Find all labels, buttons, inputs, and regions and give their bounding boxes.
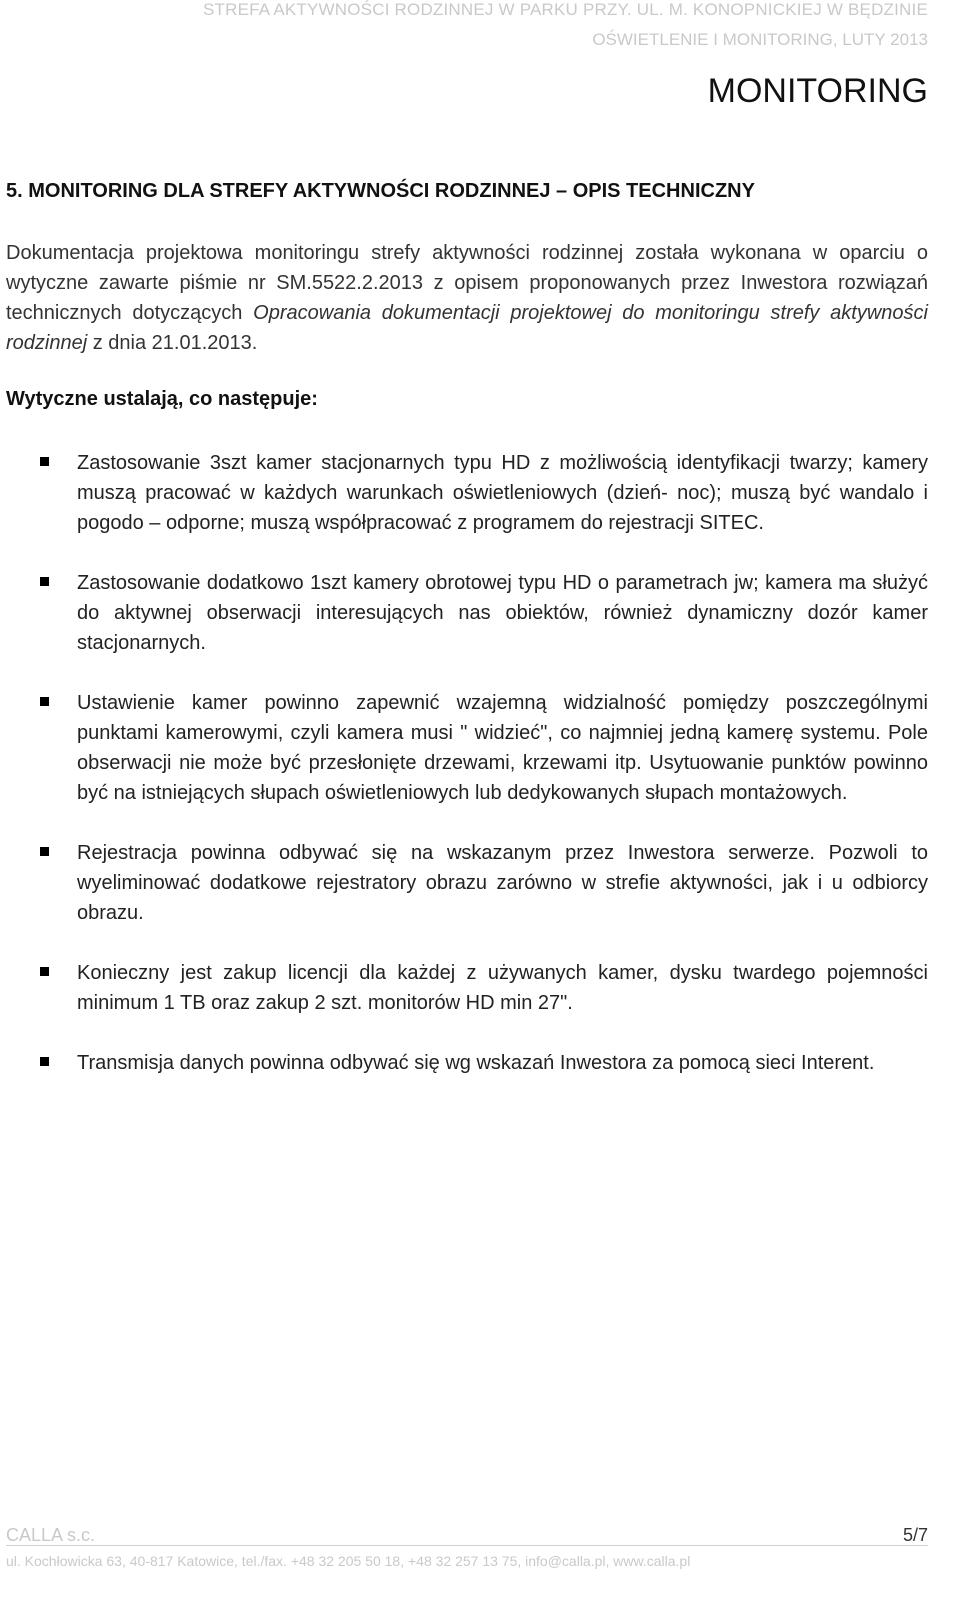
list-item-text: Ustawienie kamer powinno zapewnić wzajemną widzialność pomiędzy poszczególnymi punktami kamerowymi, czyli kamera musi " widzieć", co najmniej jedną kamerę systemu. Pole obserwacji nie może być przesłonięte drzewami, krzewami itp. Usytuowanie punktów powinno być na istniejących słupach oświetleniowych lub dedykowanych słupach montażowych. [77,692,928,804]
list-item [6,958,928,1018]
square-bullet-icon [40,967,49,976]
list-item-text: Rejestracja powinna odbywać się na wskazanym przez Inwestora serwerze. Pozwoli to wyeliminować dodatkowe rejestratory obrazu zarówno w strefie aktywności, jak i u odbiorcy obrazu. [77,842,928,924]
list-item [6,838,928,928]
square-bullet-icon [40,697,49,706]
page-title: MONITORING [707,72,928,110]
square-bullet-icon [40,457,49,466]
list-item-text: Transmisja danych powinna odbywać się wg wskazań Inwestora za pomocą sieci Interent. [77,1052,875,1074]
square-bullet-icon [40,847,49,856]
list-item [6,688,928,808]
guidelines-list [6,448,928,1108]
square-bullet-icon [40,577,49,586]
page-number: 5/7 [902,1525,928,1545]
list-item [6,568,928,658]
list-item-text: Zastosowanie 3szt kamer stacjonarnych typu HD z możliwością identyfikacji twarzy; kamery muszą pracować w każdych warunkach oświetleniowych (dzień- noc); muszą być wandalo i pogodo – odporne; muszą współpracować z programem do rejestracji SITEC. [77,452,928,534]
intro-text-end: z dnia 21.01.2013. [87,332,258,354]
list-item [6,1048,928,1078]
section-title: 5. MONITORING DLA STREFY AKTYWNOŚCI RODZINNEJ – OPIS TECHNICZNY [6,180,755,202]
intro-italic-title: Opracowania dokumentacji projektowej do monitoringu strefy aktywności rodzinnej [6,302,928,354]
list-item-text: Zastosowanie dodatkowo 1szt kamery obrotowej typu HD o parametrach jw; kamera ma służyć do aktywnej obserwacji interesujących nas obiektów, również dynamiczny dozór kamer stacjonarnych. [77,572,928,654]
header-project-title: STREFA AKTYWNOŚCI RODZINNEJ W PARKU PRZY. UL. M. KONOPNICKIEJ W BĘDZINIE [202,0,928,19]
footer-divider [6,1545,928,1546]
guidelines-heading: Wytyczne ustalają, co następuje: [6,388,318,410]
header-subtitle: OŚWIETLENIE I MONITORING, LUTY 2013 [592,30,928,49]
footer-company: CALLA s.c. [6,1525,96,1545]
footer-address: ul. Kochłowicka 63, 40-817 Katowice, tel./fax. +48 32 205 50 18, +48 32 257 13 75, info@calla.pl, www.calla.pl [6,1553,691,1569]
intro-text-start: Dokumentacja projektowa monitoringu strefy aktywności rodzinnej została wykonana w oparciu o wytyczne zawarte piśmie nr SM.5522.2.2013 z opisem proponowanych przez Inwestora rozwiązań technicznych dotyczących [6,242,928,324]
list-item [6,448,928,538]
square-bullet-icon [40,1057,49,1066]
list-item-text: Konieczny jest zakup licencji dla każdej z używanych kamer, dysku twardego pojemności minimum 1 TB oraz zakup 2 szt. monitorów HD min 27". [77,962,928,1014]
intro-paragraph [6,238,928,358]
